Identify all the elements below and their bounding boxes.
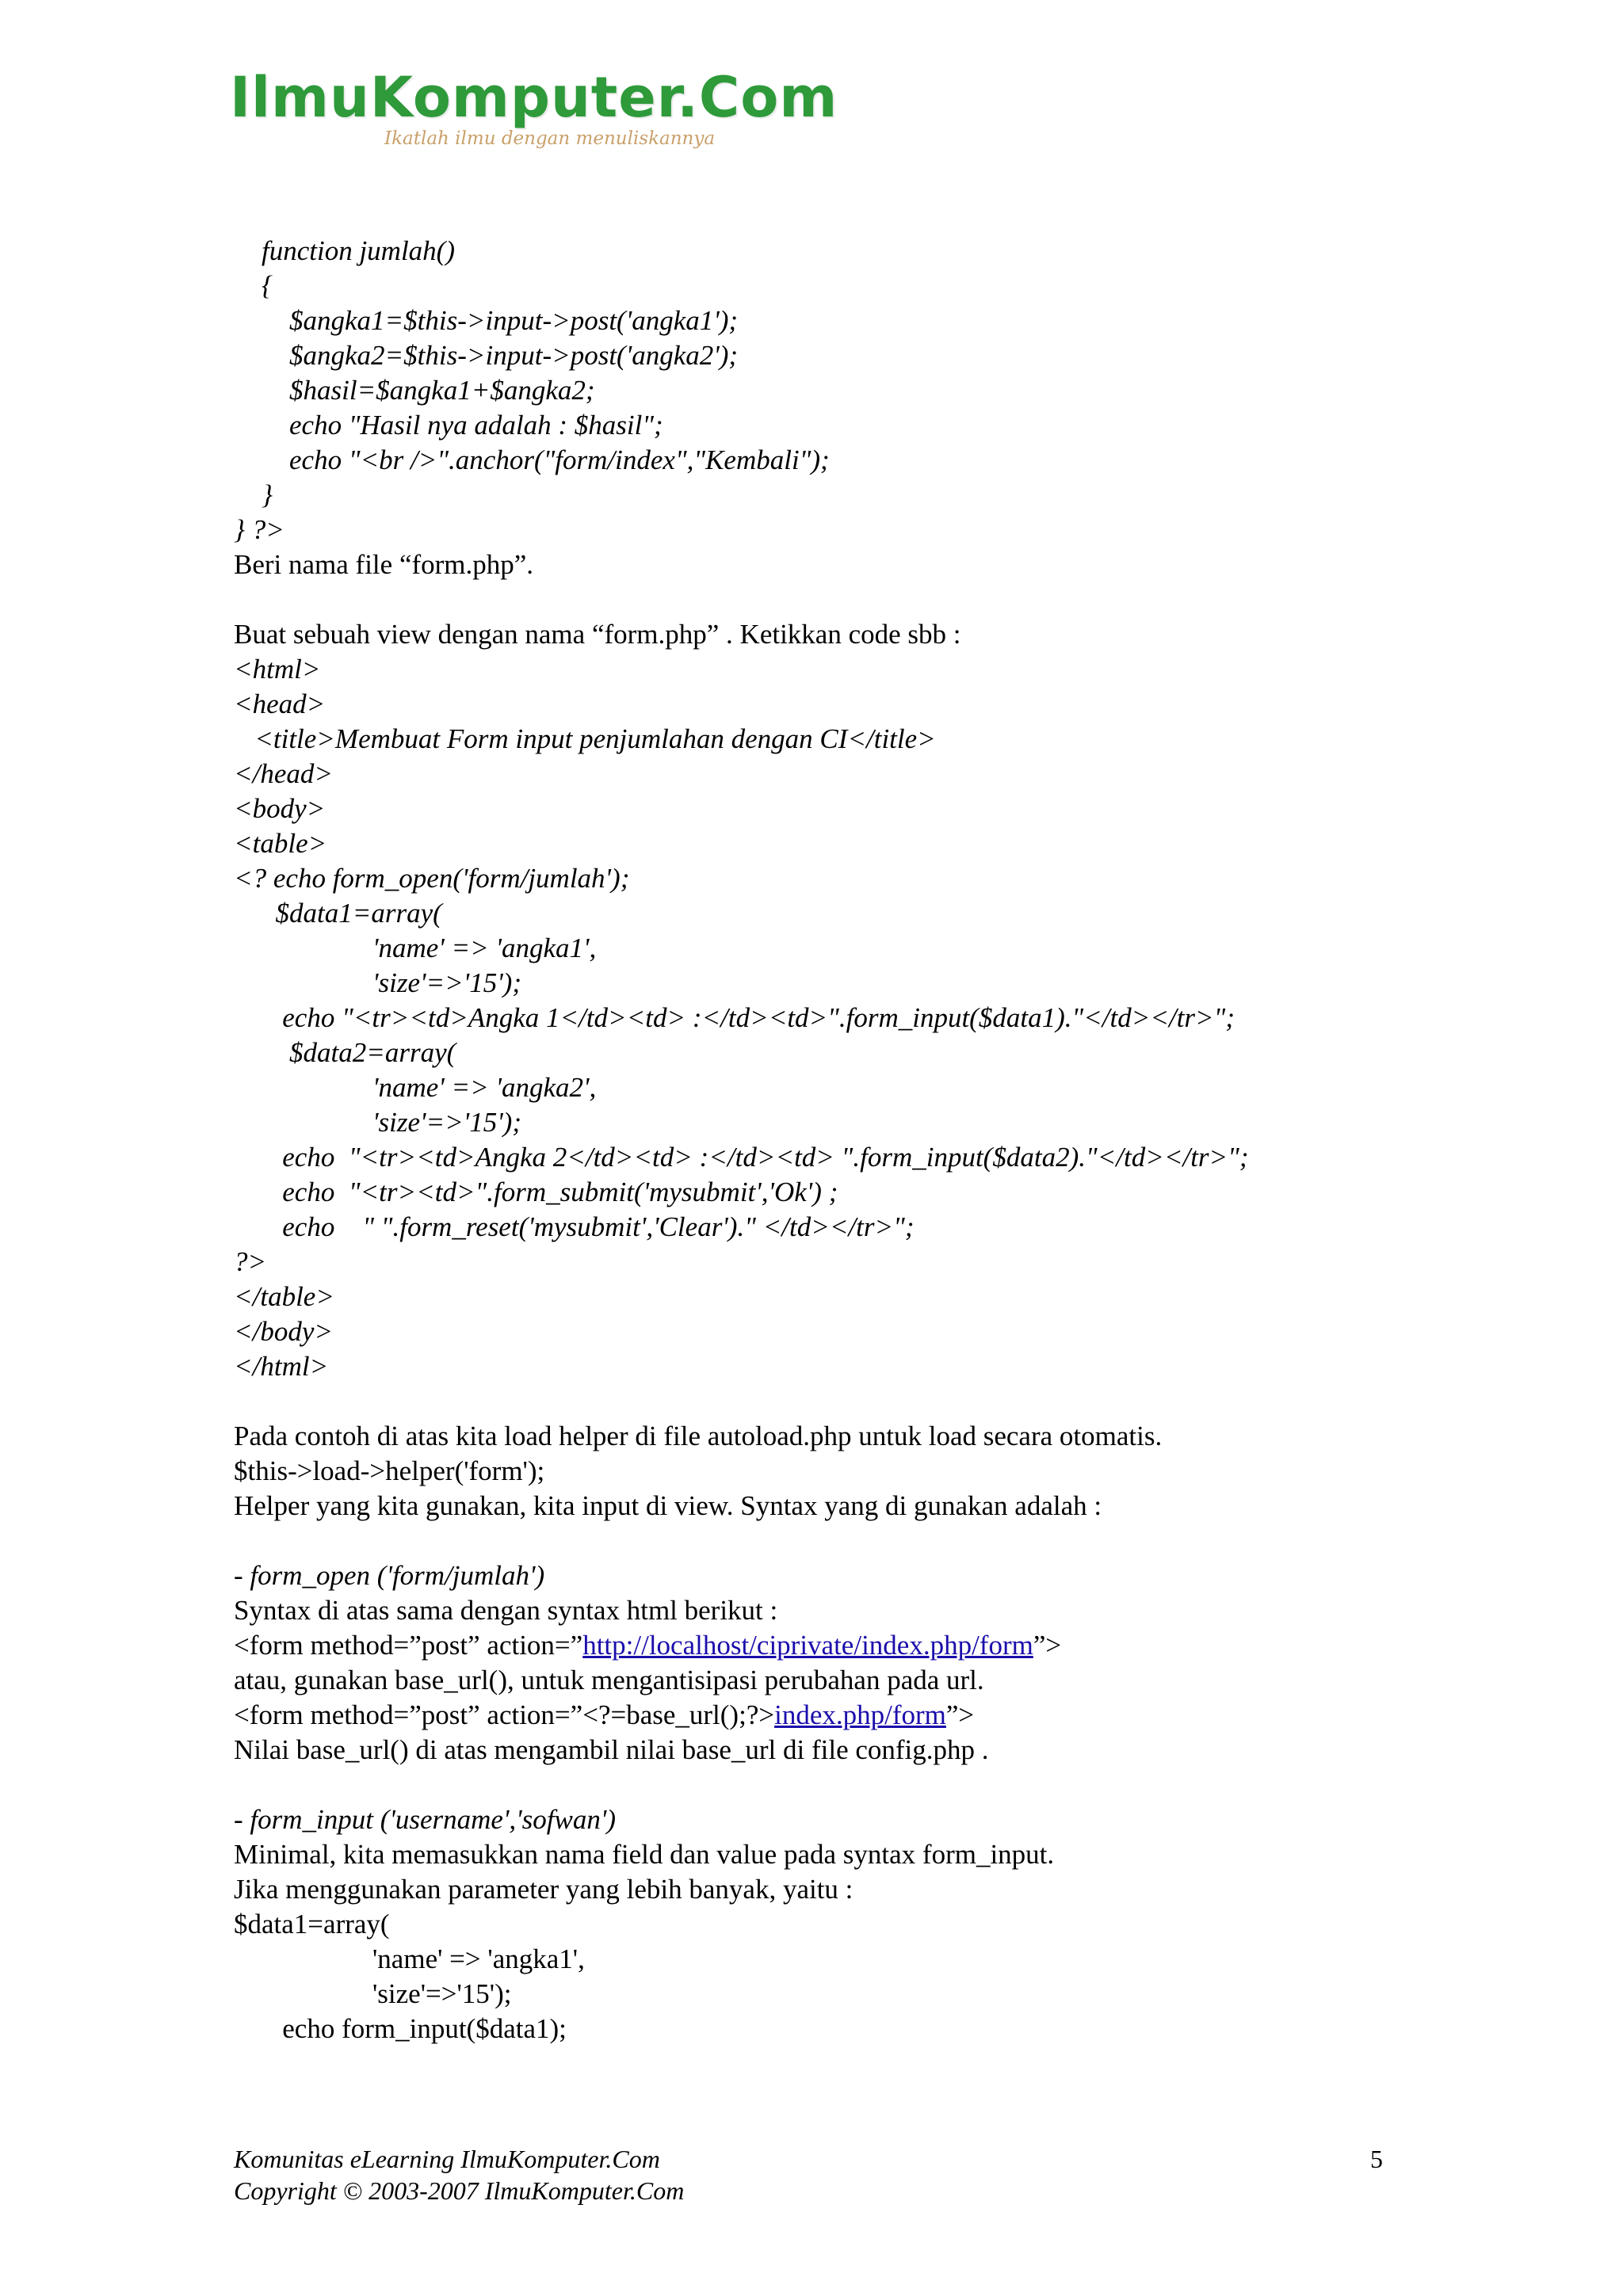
text-line: [234, 722, 1383, 757]
text-line: [234, 1105, 1383, 1140]
logo-tagline: Ikatlah ilmu dengan menuliskannya: [384, 128, 716, 149]
text-line: [234, 408, 1383, 443]
line-text: atau, gunakan base_url(), untuk mengantisipasi perubahan pada url.: [234, 1665, 984, 1695]
line-text: function jumlah(): [234, 235, 455, 266]
site-logo: [230, 65, 838, 157]
blank-line: [234, 582, 1383, 617]
text-line: [234, 373, 1383, 408]
text-line: [234, 1210, 1383, 1245]
text-line: [234, 2012, 1383, 2046]
line-text: echo "<tr><td>Angka 1</td><td> :</td><td>".form_input($data1)."</td></tr>";: [234, 1002, 1235, 1033]
line-text: }: [234, 479, 273, 510]
text-line: [234, 1628, 1383, 1663]
text-line: [234, 1977, 1383, 2012]
line-text: ?>: [234, 1246, 267, 1277]
line-text-suffix: ”>: [945, 1699, 975, 1730]
line-text: $angka2=$this->input->post('angka2');: [234, 340, 739, 371]
text-line: [234, 1314, 1383, 1349]
text-line: [234, 1872, 1383, 1907]
text-line: [234, 1802, 1383, 1837]
text-line: [234, 1942, 1383, 1977]
line-text: <head>: [234, 688, 326, 719]
line-text: 'name' => 'angka1',: [234, 933, 597, 963]
logo-text: IlmuKomputer.Com: [230, 65, 838, 130]
text-line: [234, 1349, 1383, 1384]
line-text: 'size'=>'15');: [234, 1978, 512, 2009]
document-body: [234, 234, 1383, 2046]
line-text: 'size'=>'15');: [234, 1107, 521, 1138]
text-line: [234, 1245, 1383, 1280]
line-text: Beri nama file “form.php”.: [234, 549, 534, 580]
line-text: <form method=”post” action=”: [234, 1630, 583, 1661]
text-line: [234, 1001, 1383, 1035]
line-text: <table>: [234, 828, 327, 859]
line-text: } ?>: [234, 514, 285, 545]
footer-copyright: Copyright © 2003-2007 IlmuKomputer.Com: [234, 2176, 685, 2205]
line-text: Syntax di atas sama dengan syntax html berikut :: [234, 1595, 778, 1626]
line-text-suffix: ”>: [1033, 1630, 1062, 1661]
text-line: [234, 1175, 1383, 1210]
line-text: echo form_input($data1);: [234, 2013, 567, 2044]
text-line: [234, 1419, 1383, 1454]
text-line: [234, 757, 1383, 791]
text-line: [234, 1558, 1383, 1593]
line-text: Minimal, kita memasukkan nama field dan value pada syntax form_input.: [234, 1839, 1055, 1870]
blank-line: [234, 1384, 1383, 1419]
line-text: 'name' => 'angka1',: [234, 1943, 585, 1974]
text-line: [234, 931, 1383, 966]
text-line: [234, 687, 1383, 722]
text-line: [234, 1280, 1383, 1314]
line-text: echo "Hasil nya adalah : $hasil";: [234, 410, 663, 441]
text-line: [234, 861, 1383, 896]
line-text: </html>: [234, 1351, 329, 1382]
text-line: [234, 513, 1383, 547]
line-text: <form method=”post” action=”<?=base_url();?>: [234, 1699, 775, 1730]
line-text: </head>: [234, 758, 333, 789]
text-line: [234, 1837, 1383, 1872]
line-text: echo " ".form_reset('mysubmit','Clear')." </td></tr>";: [234, 1211, 915, 1242]
line-text: {: [234, 270, 273, 301]
line-text: echo "<tr><td>".form_submit('mysubmit','Ok') ;: [234, 1177, 838, 1207]
text-line: [234, 1489, 1383, 1524]
page-footer: [234, 2143, 1383, 2206]
line-text: <? echo form_open('form/jumlah');: [234, 863, 630, 894]
text-line: [234, 443, 1383, 478]
text-line: [234, 1070, 1383, 1105]
text-line: [234, 1698, 1383, 1733]
text-line: [234, 1140, 1383, 1175]
line-text: Buat sebuah view dengan nama “form.php” . Ketikkan code sbb :: [234, 619, 961, 650]
line-text: echo "<br />".anchor("form/index","Kembali");: [234, 444, 830, 475]
text-line: [234, 826, 1383, 861]
text-line: [234, 791, 1383, 826]
text-line: [234, 652, 1383, 687]
text-line: [234, 303, 1383, 338]
text-line: [234, 1593, 1383, 1628]
line-text: <title>Membuat Form input penjumlahan dengan CI</title>: [234, 723, 936, 754]
line-text: 'name' => 'angka2',: [234, 1072, 597, 1103]
line-text: Nilai base_url() di atas mengambil nilai base_url di file config.php .: [234, 1734, 989, 1765]
text-line: [234, 1035, 1383, 1070]
line-text: $hasil=$angka1+$angka2;: [234, 375, 595, 406]
line-text: $data1=array(: [234, 1909, 390, 1939]
text-line: [234, 1663, 1383, 1698]
line-text: </body>: [234, 1316, 333, 1347]
line-text: - form_open ('form/jumlah'): [234, 1560, 545, 1591]
line-text: Pada contoh di atas kita load helper di file autoload.php untuk load secara otomatis.: [234, 1421, 1163, 1451]
text-line: [234, 1733, 1383, 1768]
hyperlink[interactable]: http://localhost/ciprivate/index.php/form: [582, 1630, 1033, 1661]
hyperlink[interactable]: index.php/form: [774, 1699, 946, 1730]
page-number: 5: [1370, 2145, 1383, 2173]
text-line: [234, 234, 1383, 269]
line-text: - form_input ('username','sofwan'): [234, 1804, 617, 1835]
line-text: $data2=array(: [234, 1037, 456, 1068]
text-line: [234, 1454, 1383, 1489]
text-line: [234, 338, 1383, 373]
text-line: [234, 478, 1383, 513]
line-text: Helper yang kita gunakan, kita input di view. Syntax yang di gunakan adalah :: [234, 1490, 1102, 1521]
line-text: Jika menggunakan parameter yang lebih banyak, yaitu :: [234, 1874, 854, 1905]
text-line: [234, 966, 1383, 1001]
text-line: [234, 896, 1383, 931]
text-line: [234, 617, 1383, 652]
line-text: </table>: [234, 1281, 334, 1312]
line-text: 'size'=>'15');: [234, 967, 521, 998]
text-line: [234, 269, 1383, 303]
text-line: [234, 1907, 1383, 1942]
text-line: [234, 547, 1383, 582]
blank-line: [234, 1524, 1383, 1558]
line-text: $data1=array(: [234, 898, 442, 929]
blank-line: [234, 1768, 1383, 1802]
footer-community: Komunitas eLearning IlmuKomputer.Com: [234, 2145, 660, 2173]
line-text: <html>: [234, 654, 321, 685]
line-text: echo "<tr><td>Angka 2</td><td> :</td><td> ".form_input($data2)."</td></tr>";: [234, 1142, 1249, 1173]
line-text: $angka1=$this->input->post('angka1');: [234, 305, 739, 336]
line-text: $this->load->helper('form');: [234, 1455, 545, 1486]
line-text: <body>: [234, 793, 326, 824]
